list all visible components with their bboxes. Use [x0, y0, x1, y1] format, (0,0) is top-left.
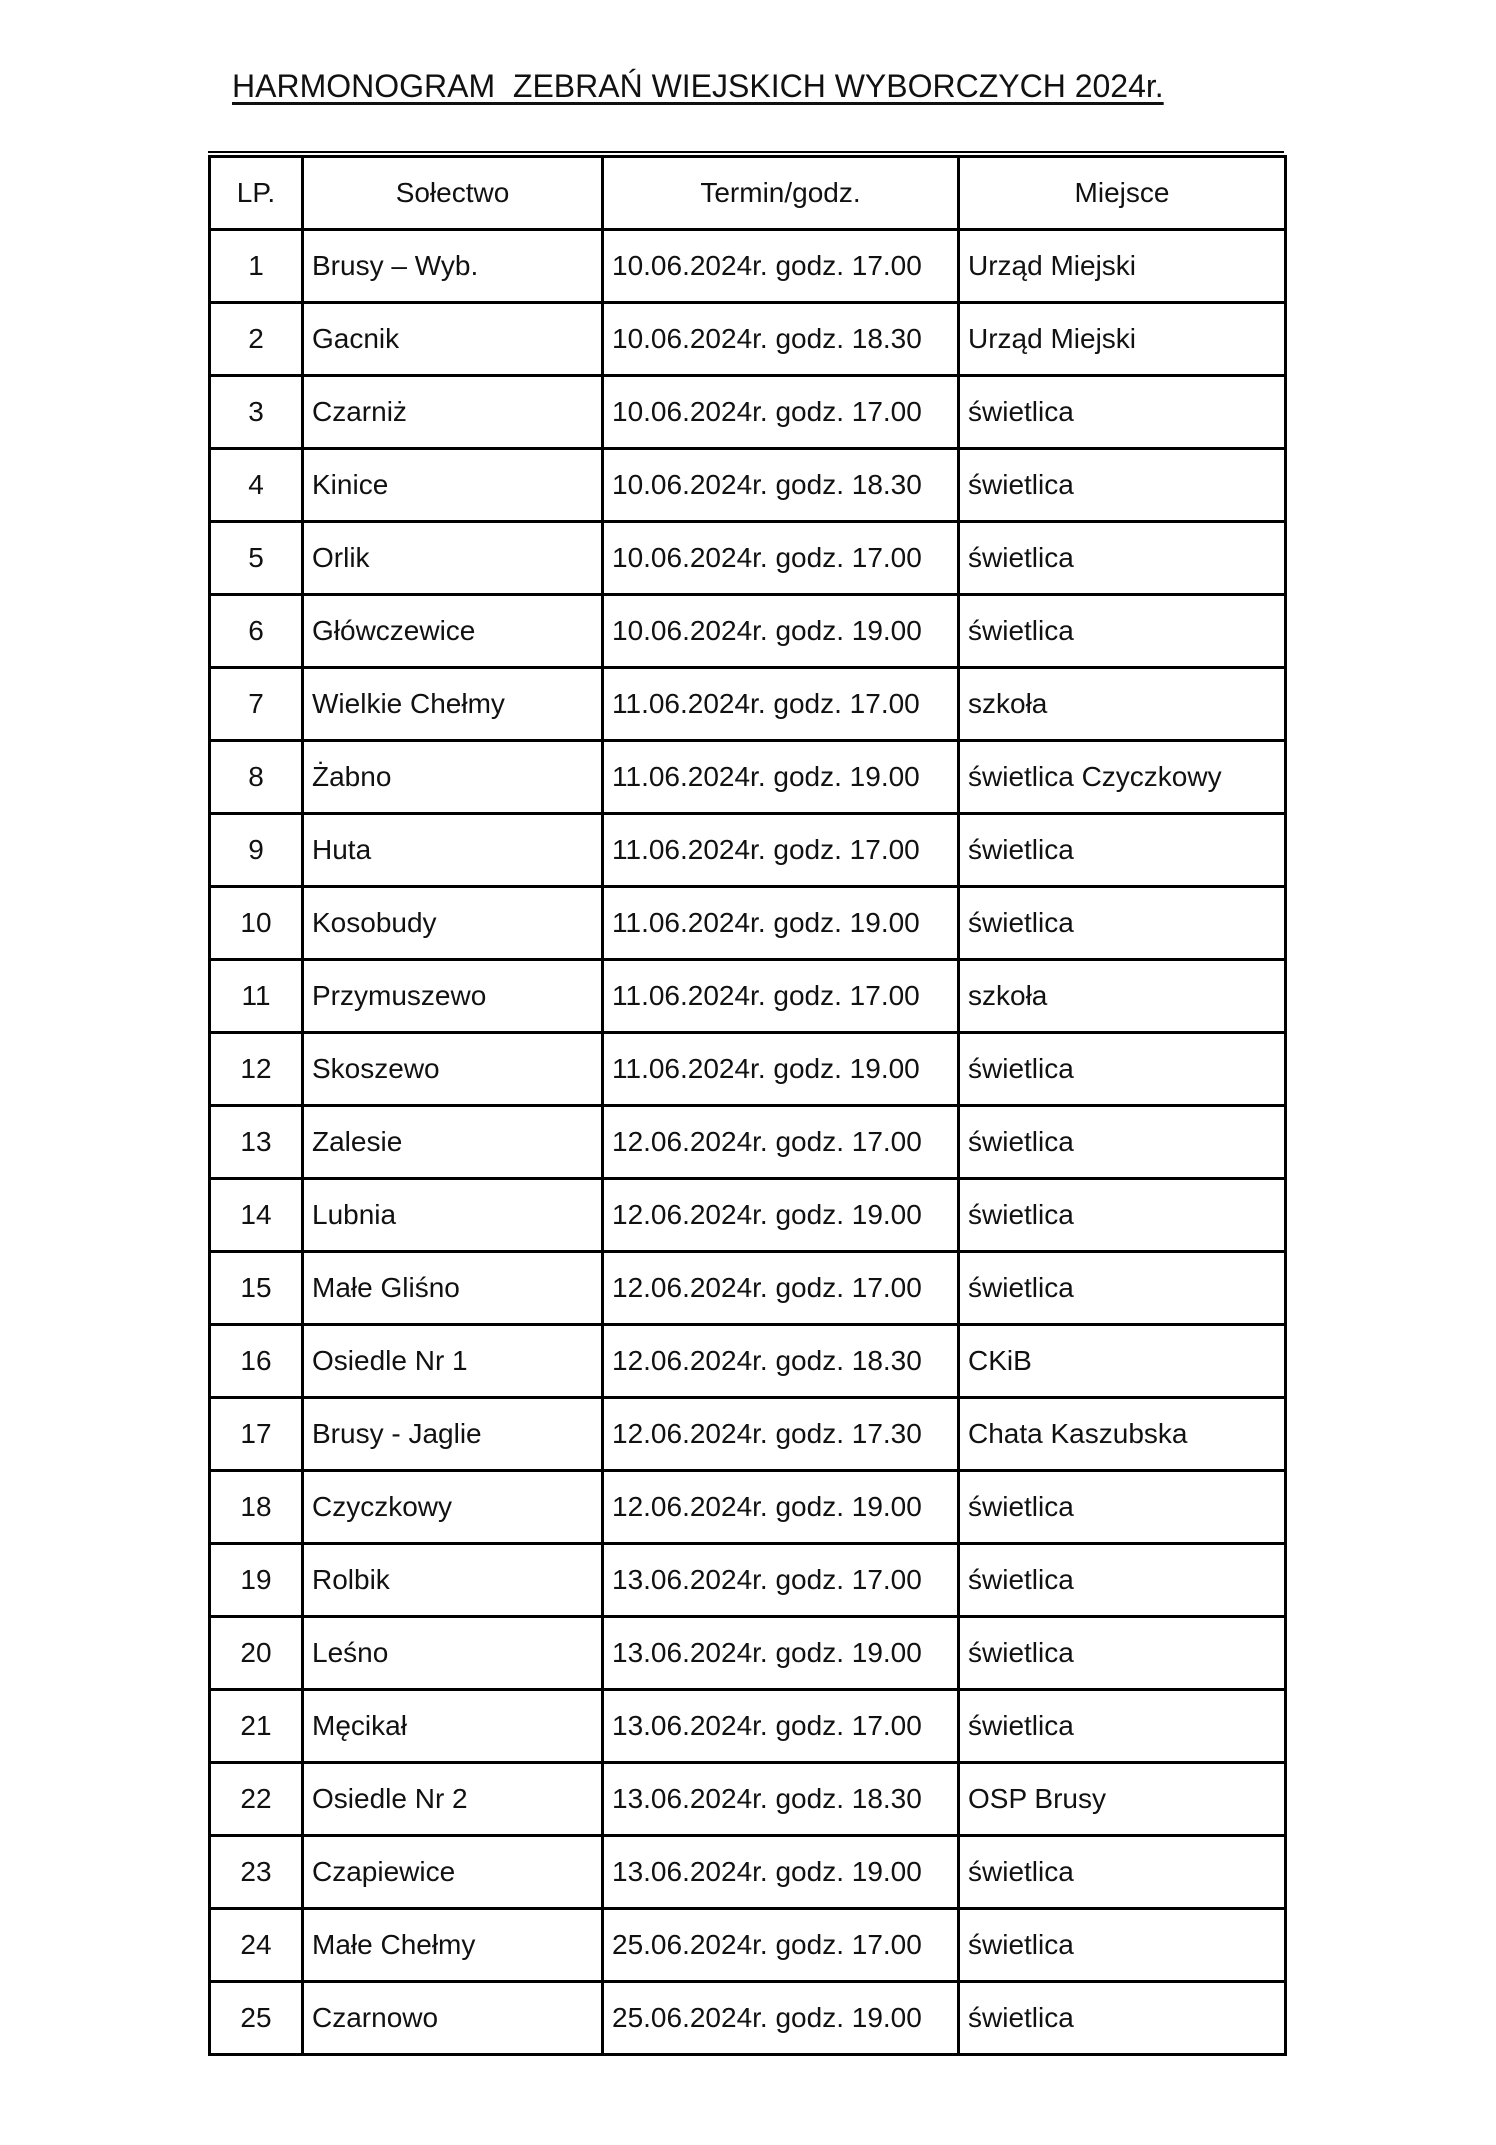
row-solectwo: Skoszewo	[303, 1033, 603, 1106]
row-miejsce: świetlica	[959, 1690, 1286, 1763]
row-lp: 11	[210, 960, 303, 1033]
row-miejsce: świetlica	[959, 814, 1286, 887]
row-termin: 12.06.2024r. godz. 17.00	[603, 1252, 959, 1325]
row-lp: 3	[210, 376, 303, 449]
row-solectwo: Małe Chełmy	[303, 1909, 603, 1982]
row-solectwo: Czyczkowy	[303, 1471, 603, 1544]
table-row	[210, 1617, 1286, 1690]
row-solectwo: Rolbik	[303, 1544, 603, 1617]
table-row	[210, 1909, 1286, 1982]
row-termin: 13.06.2024r. godz. 19.00	[603, 1617, 959, 1690]
row-termin: 12.06.2024r. godz. 19.00	[603, 1179, 959, 1252]
row-lp: 7	[210, 668, 303, 741]
row-lp: 9	[210, 814, 303, 887]
row-miejsce: świetlica	[959, 1179, 1286, 1252]
header-lp: LP.	[210, 157, 303, 230]
row-lp: 6	[210, 595, 303, 668]
row-termin: 13.06.2024r. godz. 18.30	[603, 1763, 959, 1836]
row-solectwo: Zalesie	[303, 1106, 603, 1179]
table-row	[210, 1763, 1286, 1836]
row-solectwo: Żabno	[303, 741, 603, 814]
row-solectwo: Huta	[303, 814, 603, 887]
row-termin: 12.06.2024r. godz. 17.00	[603, 1106, 959, 1179]
row-miejsce: Chata Kaszubska	[959, 1398, 1286, 1471]
row-termin: 12.06.2024r. godz. 17.30	[603, 1398, 959, 1471]
row-lp: 24	[210, 1909, 303, 1982]
table-row	[210, 814, 1286, 887]
row-solectwo: Brusy - Jaglie	[303, 1398, 603, 1471]
row-miejsce: świetlica	[959, 522, 1286, 595]
table-row	[210, 1471, 1286, 1544]
row-lp: 18	[210, 1471, 303, 1544]
row-miejsce: Urząd Miejski	[959, 303, 1286, 376]
header-solectwo: Sołectwo	[303, 157, 603, 230]
table-row	[210, 1252, 1286, 1325]
header-miejsce: Miejsce	[959, 157, 1286, 230]
row-solectwo: Lubnia	[303, 1179, 603, 1252]
header-termin: Termin/godz.	[603, 157, 959, 230]
table-row	[210, 1690, 1286, 1763]
row-miejsce: świetlica	[959, 1836, 1286, 1909]
row-lp: 14	[210, 1179, 303, 1252]
row-miejsce: świetlica	[959, 1471, 1286, 1544]
row-termin: 12.06.2024r. godz. 19.00	[603, 1471, 959, 1544]
row-miejsce: szkoła	[959, 960, 1286, 1033]
row-miejsce: szkoła	[959, 668, 1286, 741]
table-row	[210, 449, 1286, 522]
table-top-rule	[208, 151, 1284, 153]
row-lp: 1	[210, 230, 303, 303]
row-lp: 16	[210, 1325, 303, 1398]
table-row	[210, 1836, 1286, 1909]
row-solectwo: Wielkie Chełmy	[303, 668, 603, 741]
row-lp: 19	[210, 1544, 303, 1617]
row-termin: 25.06.2024r. godz. 19.00	[603, 1982, 959, 2055]
row-miejsce: świetlica	[959, 376, 1286, 449]
schedule-table	[208, 155, 1287, 2056]
row-miejsce: OSP Brusy	[959, 1763, 1286, 1836]
table-row	[210, 303, 1286, 376]
row-lp: 10	[210, 887, 303, 960]
row-solectwo: Męcikał	[303, 1690, 603, 1763]
table-row	[210, 522, 1286, 595]
row-termin: 10.06.2024r. godz. 17.00	[603, 230, 959, 303]
row-termin: 11.06.2024r. godz. 17.00	[603, 668, 959, 741]
row-termin: 10.06.2024r. godz. 17.00	[603, 376, 959, 449]
table-row	[210, 1033, 1286, 1106]
row-termin: 12.06.2024r. godz. 18.30	[603, 1325, 959, 1398]
row-termin: 10.06.2024r. godz. 18.30	[603, 303, 959, 376]
row-solectwo: Czarniż	[303, 376, 603, 449]
document-title: HARMONOGRAM ZEBRAŃ WIEJSKICH WYBORCZYCH 2024r.	[232, 68, 1164, 104]
row-solectwo: Główczewice	[303, 595, 603, 668]
row-solectwo: Brusy – Wyb.	[303, 230, 603, 303]
table-row	[210, 668, 1286, 741]
row-termin: 10.06.2024r. godz. 17.00	[603, 522, 959, 595]
row-lp: 2	[210, 303, 303, 376]
table-row	[210, 1325, 1286, 1398]
row-solectwo: Osiedle Nr 1	[303, 1325, 603, 1398]
row-lp: 4	[210, 449, 303, 522]
row-miejsce: świetlica	[959, 595, 1286, 668]
row-miejsce: świetlica	[959, 449, 1286, 522]
row-miejsce: CKiB	[959, 1325, 1286, 1398]
table-row	[210, 1982, 1286, 2055]
row-lp: 13	[210, 1106, 303, 1179]
row-termin: 25.06.2024r. godz. 17.00	[603, 1909, 959, 1982]
row-miejsce: świetlica	[959, 1106, 1286, 1179]
row-solectwo: Czarnowo	[303, 1982, 603, 2055]
header-row	[210, 157, 1286, 230]
row-solectwo: Małe Gliśno	[303, 1252, 603, 1325]
row-termin: 11.06.2024r. godz. 19.00	[603, 741, 959, 814]
row-termin: 10.06.2024r. godz. 18.30	[603, 449, 959, 522]
row-lp: 12	[210, 1033, 303, 1106]
row-miejsce: świetlica	[959, 1033, 1286, 1106]
row-solectwo: Przymuszewo	[303, 960, 603, 1033]
row-solectwo: Leśno	[303, 1617, 603, 1690]
row-miejsce: świetlica	[959, 1909, 1286, 1982]
row-lp: 8	[210, 741, 303, 814]
row-lp: 17	[210, 1398, 303, 1471]
row-solectwo: Orlik	[303, 522, 603, 595]
row-lp: 5	[210, 522, 303, 595]
row-lp: 23	[210, 1836, 303, 1909]
table-row	[210, 1544, 1286, 1617]
table-row	[210, 376, 1286, 449]
row-solectwo: Kinice	[303, 449, 603, 522]
row-solectwo: Gacnik	[303, 303, 603, 376]
row-miejsce: świetlica	[959, 1982, 1286, 2055]
row-termin: 13.06.2024r. godz. 17.00	[603, 1690, 959, 1763]
table-row	[210, 887, 1286, 960]
row-lp: 25	[210, 1982, 303, 2055]
row-lp: 22	[210, 1763, 303, 1836]
table-row	[210, 1179, 1286, 1252]
row-miejsce: świetlica	[959, 1617, 1286, 1690]
row-termin: 11.06.2024r. godz. 17.00	[603, 814, 959, 887]
row-miejsce: świetlica	[959, 1252, 1286, 1325]
table-row	[210, 1398, 1286, 1471]
row-miejsce: świetlica	[959, 887, 1286, 960]
row-lp: 20	[210, 1617, 303, 1690]
row-miejsce: Urząd Miejski	[959, 230, 1286, 303]
row-termin: 11.06.2024r. godz. 19.00	[603, 1033, 959, 1106]
row-solectwo: Kosobudy	[303, 887, 603, 960]
row-termin: 13.06.2024r. godz. 19.00	[603, 1836, 959, 1909]
table-row	[210, 741, 1286, 814]
row-termin: 10.06.2024r. godz. 19.00	[603, 595, 959, 668]
table-row	[210, 230, 1286, 303]
row-termin: 11.06.2024r. godz. 19.00	[603, 887, 959, 960]
table-row	[210, 595, 1286, 668]
table-row	[210, 960, 1286, 1033]
table-row	[210, 1106, 1286, 1179]
row-solectwo: Osiedle Nr 2	[303, 1763, 603, 1836]
row-termin: 11.06.2024r. godz. 17.00	[603, 960, 959, 1033]
row-lp: 15	[210, 1252, 303, 1325]
row-termin: 13.06.2024r. godz. 17.00	[603, 1544, 959, 1617]
row-miejsce: świetlica	[959, 1544, 1286, 1617]
row-lp: 21	[210, 1690, 303, 1763]
row-miejsce: świetlica Czyczkowy	[959, 741, 1286, 814]
row-solectwo: Czapiewice	[303, 1836, 603, 1909]
